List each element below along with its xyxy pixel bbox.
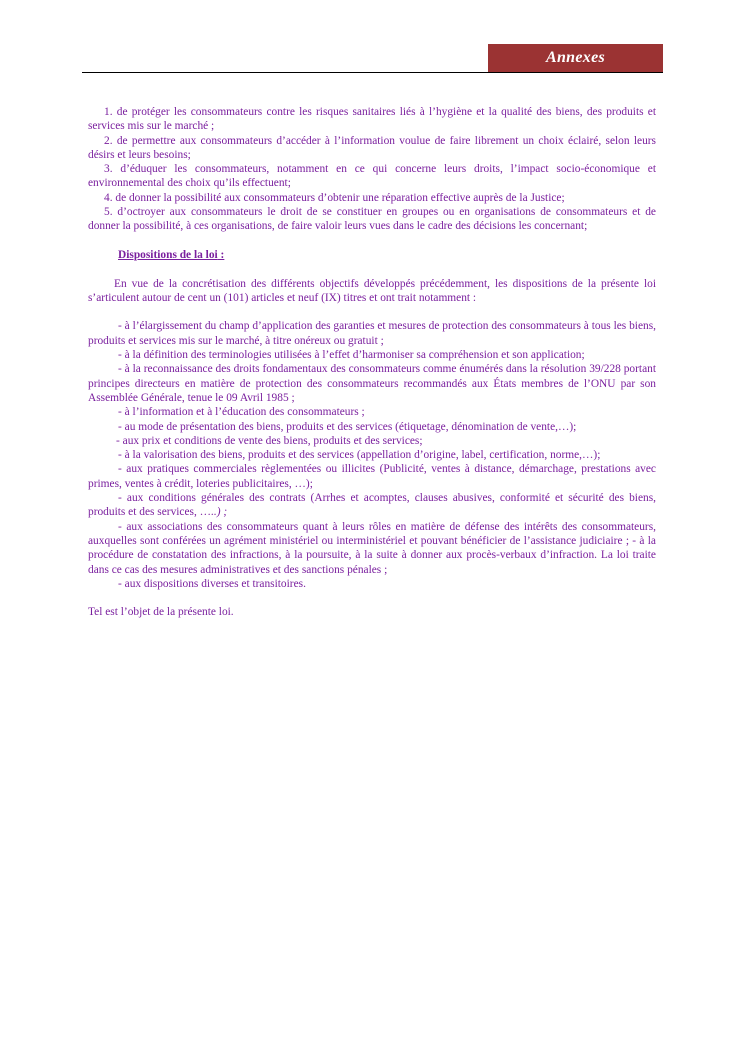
section-heading-colon: : <box>217 248 225 261</box>
section-heading-text: Dispositions de la loi <box>118 248 218 261</box>
objective-3: 3. d’éduquer les consommateurs, notamment en ce qui concerne leurs droits, l’impact socio-économique et environnemental des choix qu’ils effectuent; <box>88 163 656 190</box>
disposition-item-6: - aux prix et conditions de vente des biens, produits et des services; <box>116 434 423 447</box>
section-header-annexes: Annexes <box>488 44 663 72</box>
disposition-item-7: - à la valorisation des biens, produits et des services (appellation d’origine, label, certification, norme,…); <box>118 449 601 462</box>
dispositions-intro: En vue de la concrétisation des différents objectifs développés précédemment, les dispositions de la présente loi s’articulent autour de cent un (101) articles et neuf (IX) titres et ont trait notamment : <box>88 277 656 304</box>
conclusion: Tel est l’objet de la présente loi. <box>88 606 234 619</box>
disposition-item-2: - à la définition des terminologies utilisées à l’effet d’harmoniser sa compréhension et son application; <box>118 349 585 362</box>
document-body <box>88 105 656 620</box>
disposition-item-8: - aux pratiques commerciales règlementées ou illicites (Publicité, ventes à distance, démarchage, prestations avec primes, ventes à crédit, loteries publicitaires, …); <box>88 463 656 490</box>
objective-4: 4. de donner la possibilité aux consommateurs d’obtenir une réparation effective auprès de la Justice; <box>104 191 565 204</box>
disposition-item-contracts-tail: ..) ; <box>211 506 228 519</box>
disposition-item-associations: - aux associations des consommateurs quant à leurs rôles en matière de défense des intérêts des consommateurs, auxquelles sont conférées un agrément ministériel ou interministériel et pouvant bénéficier de l’assistance judiciaire ; - à la procédure de constatation des infractions, à la poursuite, à la suite à donner aux procès-verbaux d’infraction. La loi traite dans ce cas des mesures administratives et des sanctions pénales ; <box>88 520 656 576</box>
objective-5: 5. d’octroyer aux consommateurs le droit de se constituer en groupes ou en organisations de consommateurs et de donner la possibilité, à ces organisations, de faire valoir leurs vues dans le cadre des décisions les concernant; <box>88 206 656 233</box>
disposition-item-final: - aux dispositions diverses et transitoires. <box>118 577 306 590</box>
disposition-item-5: - au mode de présentation des biens, produits et des services (étiquetage, dénomination de vente,…); <box>118 420 577 433</box>
disposition-item-contracts-text: - aux conditions générales des contrats (Arrhes et acomptes, clauses abusives, conformité et sécurité des biens, produits et des services, … <box>88 492 656 519</box>
objective-2: 2. de permettre aux consommateurs d’accéder à l’information voulue de faire librement un choix éclairé, selon leurs désirs et leurs besoins; <box>88 134 656 161</box>
header-rule <box>82 72 663 73</box>
section-heading <box>88 248 656 262</box>
disposition-item-4: - à l’information et à l’éducation des consommateurs ; <box>118 406 365 419</box>
disposition-item-contracts <box>88 491 656 520</box>
disposition-item-3: - à la reconnaissance des droits fondamentaux des consommateurs comme énumérés dans la résolution 39/228 portant principes directeurs en matière de protection des consommateurs recommandés aux États membres de l’ONU par son Assemblée Générale, tenue le 09 Avril 1985 ; <box>88 363 656 404</box>
disposition-item-1: - à l’élargissement du champ d’application des garanties et mesures de protection des consommateurs à tous les biens, produits et services mis sur le marché, à titre onéreux ou gratuit ; <box>88 320 656 347</box>
objective-1: 1. de protéger les consommateurs contre les risques sanitaires liés à l’hygiène et la qualité des biens, des produits et services mis sur le marché ; <box>88 106 656 133</box>
